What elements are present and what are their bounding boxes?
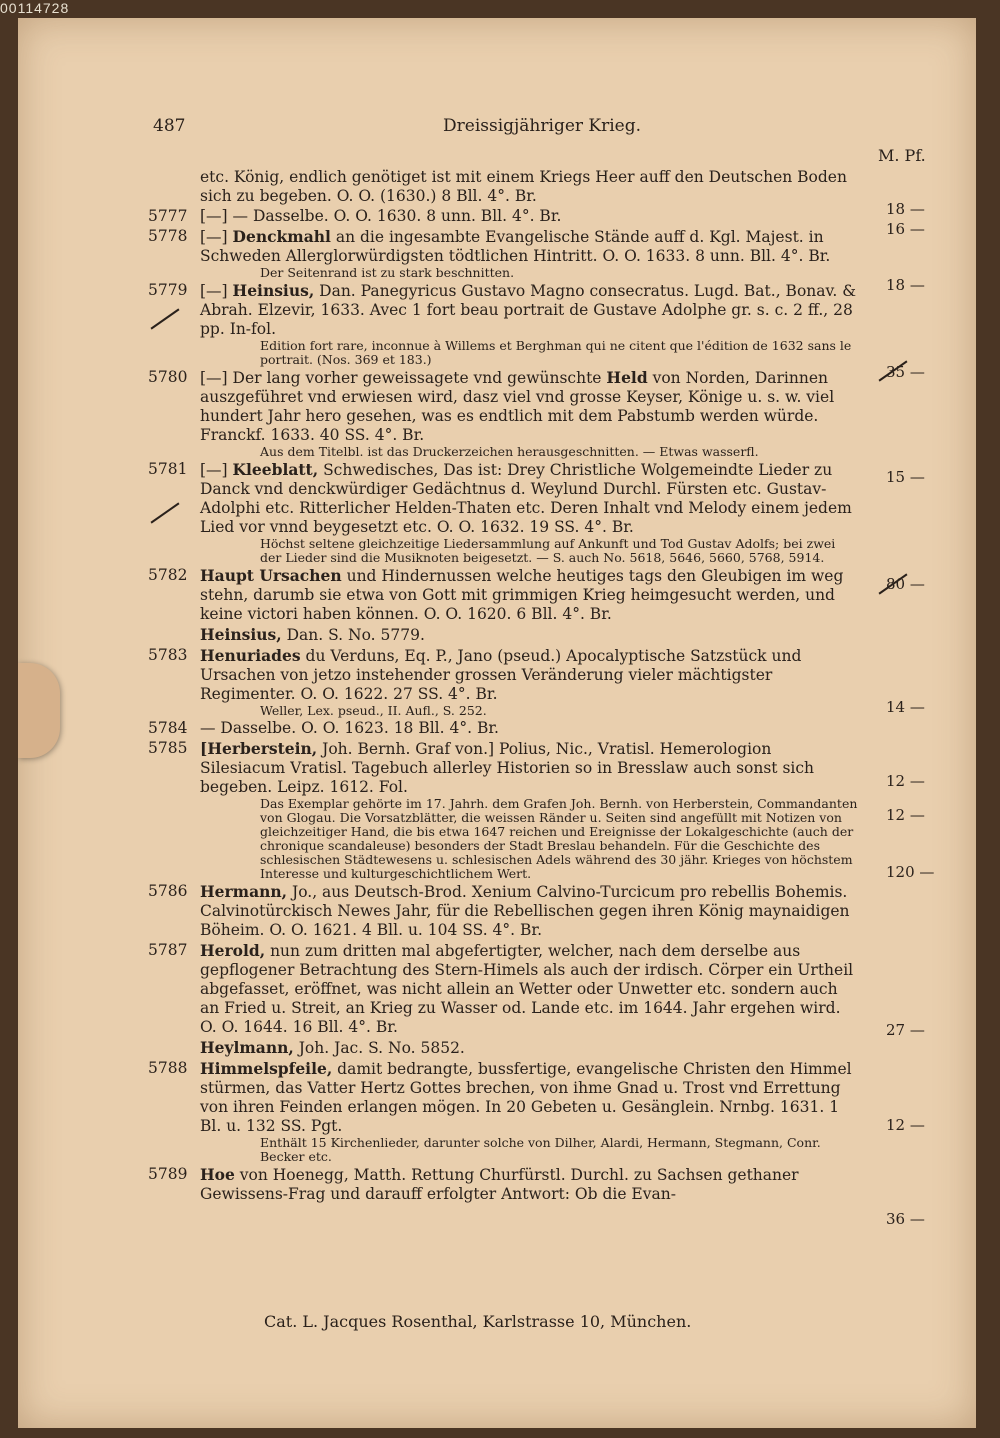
price: 80 — (886, 575, 925, 593)
list-item: 5783 Henuriades du Verduns, Eq. P., Jano (pseud.) Apocalyptische Satzstück und Ursachen von jetzo instehender grossen Veränderung vieler mächtigster Regimenter. O. O. 1622. 27 SS. 4°. Br. Weller, Lex. pseud., II. Aufl., S. 252. (148, 646, 802, 718)
list-item: 5778 [—] Denckmahl an die ingesambte Evangelische Stände auff d. Kgl. Majest. in Schweden Allerglorwürdigsten tödtlichen Hintritt. O. O. 1633. 8 unn. Bll. 4°. Br. Der Seitenrand ist zu stark beschnitten. (148, 227, 831, 280)
price: 15 — (886, 468, 925, 486)
catalog-page (18, 18, 976, 1428)
price: 36 — (886, 1210, 925, 1228)
list-item: 5780 [—] Der lang vorher geweissagete vnd gewünschte Held von Norden, Darinnen auszgeführet vnd erwiesen wird, dasz viel vnd grosse Keyser, Könige u. s. w. viel hundert Jahr hero gesehen, was es endtlich mit dem Pabstumb werden würde. Franckf. 1633. 40 SS. 4°. Br. Aus dem Titelbl. ist das Druckerzeichen herausgeschnitten. — Etwas wasserfl. (148, 368, 835, 459)
list-item: 5787 Herold, nun zum dritten mal abgefertigter, welcher, nach dem derselbe aus gepflogener Betrachtung des Stern-Himels als auch der irdisch. Cörper ein Urtheil abgefasset, eröffnet, was nicht allein an Wetter oder Unwetter etc. sondern auch an Fried u. Streit, an Krieg zu Wasser od. Lande etc. im 1644. Jahr ergehen wird. O. O. 1644. 16 Bll. 4°. Br. (148, 941, 854, 1036)
list-item: 5788 Himmelspfeile, damit bedrangte, bussfertige, evangelische Christen den Himmel stürmen, das Vatter Hertz Gottes brechen, von ihme Gnad u. Trost vnd Errettung von ihren Feinden erlangen mögen. In 20 Gebeten u. Gesänglein. Nrnbg. 1631. 1 Bl. u. 132 SS. Pgt. Enthält 15 Kirchenlieder, darunter solche von Dilher, Alardi, Hermann, Stegmann, Conr. Becker etc. (148, 1059, 852, 1164)
price: 14 — (886, 698, 925, 716)
list-item: 5782 Haupt Ursachen und Hindernussen welche heutiges tags den Gleubigen im weg stehn, darumb sie etwa von Gott mit grimmigen Krieg heimgesucht werden, und keine victori haben können. O. O. 1620. 6 Bll. 4°. Br. (148, 566, 844, 623)
page-title: Dreissigjähriger Krieg. (443, 116, 642, 136)
list-item: 5779 [—] Heinsius, Dan. Panegyricus Gustavo Magno consecratus. Lugd. Bat., Bonav. & Abrah. Elzevir, 1633. Avec 1 fort beau portrait de Gustave Adolphe gr. s. c. 2 ff., 28 pp. In-fol. Edition fort rare, inconnue à Willems et Berghman qui ne citent que l'édition de 1632 sans le portrait. (Nos. 369 et 183.) (148, 281, 857, 367)
price: 35 — (886, 363, 925, 381)
list-item: Heylmann, Joh. Jac. S. No. 5852. (200, 1038, 465, 1057)
price: 16 — (886, 220, 925, 238)
currency-header: M. Pf. (878, 146, 926, 165)
list-item: 5786 Hermann, Jo., aus Deutsch-Brod. Xenium Calvino-Turcicum pro rebellis Bohemis. Calvinotürckisch Newes Jahr, für die Rebellischen gegen ihren König maynaidigen Böheim. O. O. 1621. 4 Bll. u. 104 SS. 4°. Br. (148, 882, 850, 939)
list-item: etc. König, endlich genötiget ist mit einem Kriegs Heer auff den Deutschen Boden sich zu begeben. O. O. (1630.) 8 Bll. 4°. Br. (200, 168, 847, 205)
price: 27 — (886, 1021, 925, 1039)
price: 12 — (886, 772, 925, 790)
page-number: 487 (153, 116, 186, 136)
page-tab-marker (18, 663, 60, 758)
pencil-strike-mark (151, 308, 180, 329)
archive-id: 00114728 (0, 0, 70, 16)
list-item: 5784 — Dasselbe. O. O. 1623. 18 Bll. 4°. Br. (148, 719, 499, 737)
catalog-footer: Cat. L. Jacques Rosenthal, Karlstrasse 10, München. (264, 1312, 692, 1331)
price: 12 — (886, 806, 925, 824)
list-item: 5777 [—] — Dasselbe. O. O. 1630. 8 unn. Bll. 4°. Br. (148, 207, 562, 225)
list-item: 5785 [Herberstein, Joh. Bernh. Graf von.] Polius, Nic., Vratisl. Hemerologion Silesiacum Vratisl. Tagebuch allerley Historien so in Bresslaw auch sonst sich begeben. Leipz. 1612. Fol. Das Exemplar gehörte im 17. Jahrh. dem Grafen Joh. Bernh. von Herberstein, Commandanten von Glogau. Die Vorsatzblätter, die weissen Ränder u. Seiten sind angefüllt mit Notizen von gleichzeitiger Hand, die bis etwa 1647 reichen und Ereignisse der Lokalgeschichte (auch der chronique scandaleuse) besonders der Stadt Breslau behandeln. Für die Geschichte des schlesischen Städtewesens u. schlesischen Adels während des 30 jähr. Krieges von höchstem Interesse und kulturgeschichtlichem Wert. (148, 739, 858, 881)
price: 18 — (886, 200, 925, 218)
price: 12 — (886, 1116, 925, 1134)
list-item: Heinsius, Dan. S. No. 5779. (200, 625, 425, 644)
list-item: 5789 Hoe von Hoenegg, Matth. Rettung Churfürstl. Durchl. zu Sachsen gethaner Gewissens-Frag und darauff erfolgter Antwort: Ob die Evan- (148, 1165, 799, 1203)
list-item: 5781 [—] Kleeblatt, Schwedisches, Das ist: Drey Christliche Wolgemeindte Lieder zu Danck vnd denckwürdiger Gedächtnus d. Weylund Durchl. Fürsten etc. Gustav-Adolphi etc. Ritterlicher Helden-Thaten etc. Deren Inhalt vnd Melody einem jedem Lied vor vnnd beygesetzt etc. O. O. 1632. 19 SS. 4°. Br. Höchst seltene gleichzeitige Liedersammlung auf Ankunft und Tod Gustav Adolfs; bei zwei der Lieder sind die Musiknoten beigesetzt. — S. auch No. 5618, 5646, 5660, 5768, 5914. (148, 460, 852, 565)
price: 120 — (886, 863, 935, 881)
price: 18 — (886, 276, 925, 294)
entry-list (148, 168, 860, 1205)
pencil-strike-mark (151, 502, 180, 523)
